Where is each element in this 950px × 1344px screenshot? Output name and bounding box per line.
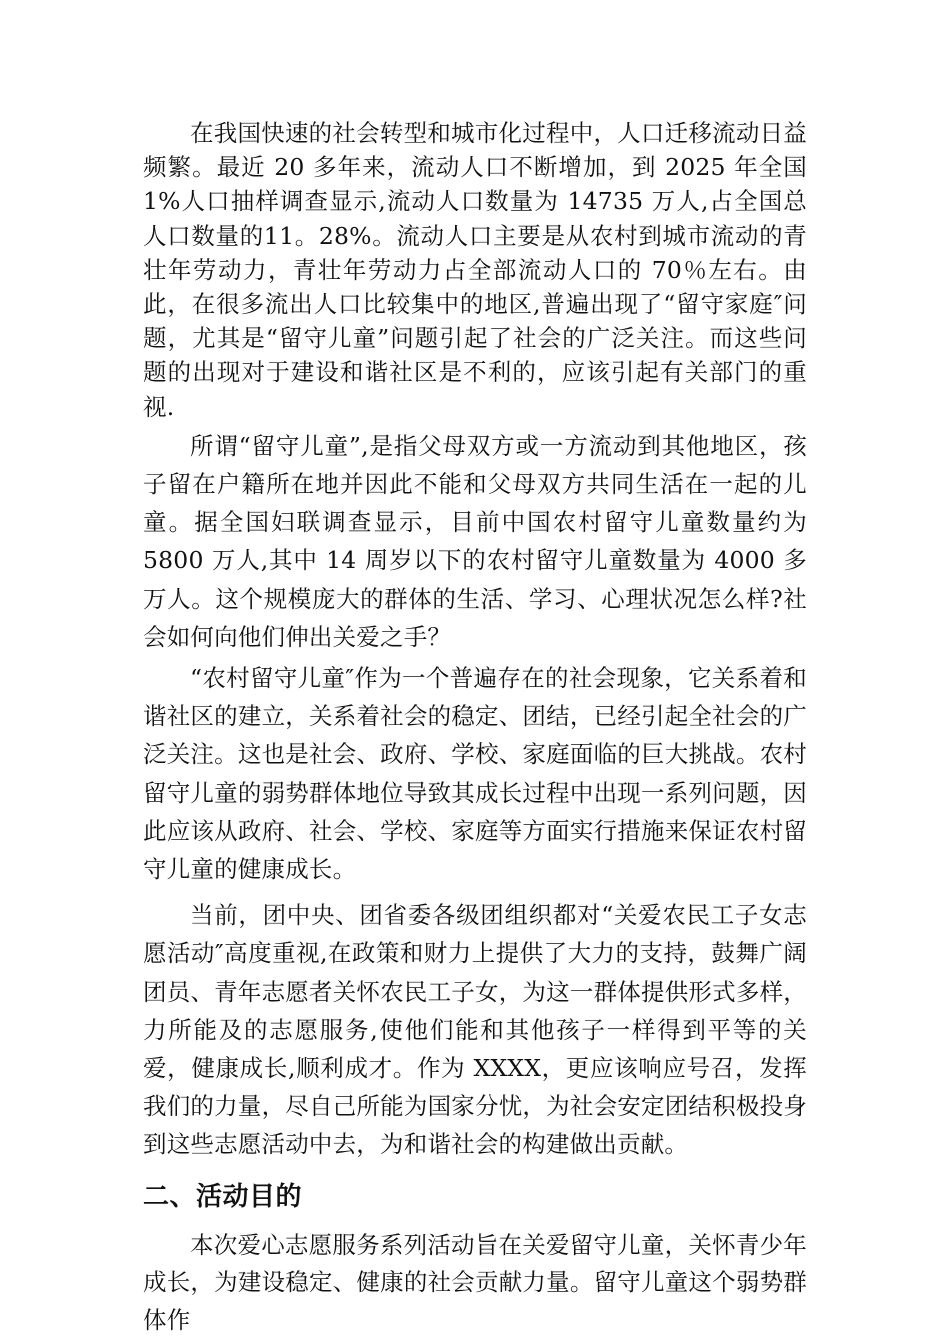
paragraph-migration-background: 在我国快速的社会转型和城市化过程中，人口迁移流动日益频繁。最近 20 多年来，流动人口不断增加，到 2025 年全国 1%人口抽样调查显示,流动人口数量为 14735 万人,占全国总人口数量的11。28%。流动人口主要是从农村到城市流动的青壮年劳动力，青壮年劳动力占全部流动人口的 70％左右。由此，在很多流出人口比较集中的地区,普遍出现了“留守家庭″问题，尤其是“留守儿童”问题引起了社会的广泛关注。而这些问题的出现对于建设和谐社区是不利的，应该引起有关部门的重视. [143, 119, 807, 421]
paragraph-activity-purpose: 本次爱心志愿服务系列活动旨在关爱留守儿童，关怀青少年成长，为建设稳定、健康的社会贡献力量。留守儿童这个弱势群体作 [143, 1230, 807, 1334]
section-heading-activity-purpose: 二、活动目的 [143, 1181, 303, 1212]
paragraph-left-behind-children-definition: 所谓“留守儿童”,是指父母双方或一方流动到其他地区，孩子留在户籍所在地并因此不能和父母双方共同生活在一起的儿童。据全国妇联调查显示，目前中国农村留守儿童数量约为 5800 万人,其中 14 周岁以下的农村留守儿童数量为 4000 多万人。这个规模庞大的群体的生活、学习、心理状况怎么样?社会如何向他们伸出关爱之手？ [143, 431, 807, 651]
paragraph-volunteer-support: 当前，团中央、团省委各级团组织都对“关爱农民工子女志愿活动″高度重视,在政策和财力上提供了大力的支持，鼓舞广阔团员、青年志愿者关怀农民工子女，为这一群体提供形式多样，力所能及的志愿服务,使他们能和其他孩子一样得到平等的关爱，健康成长,顺利成才。作为 XXXX，更应该响应号召，发挥我们的力量，尽自己所能为国家分忧，为社会安定团结积极投身到这些志愿活动中去，为和谐社会的构建做出贡献。 [143, 901, 807, 1159]
document-body [143, 116, 807, 1339]
paragraph-social-phenomenon: “农村留守儿童″作为一个普遍存在的社会现象，它关系着和谐社区的建立，关系着社会的稳定、团结，已经引起全社会的广泛关注。这也是社会、政府、学校、家庭面临的巨大挑战。农村留守儿童的弱势群体地位导致其成长过程中出现一系列问题，因此应该从政府、社会、学校、家庭等方面实行措施来保证农村留守儿童的健康成长。 [143, 664, 807, 884]
